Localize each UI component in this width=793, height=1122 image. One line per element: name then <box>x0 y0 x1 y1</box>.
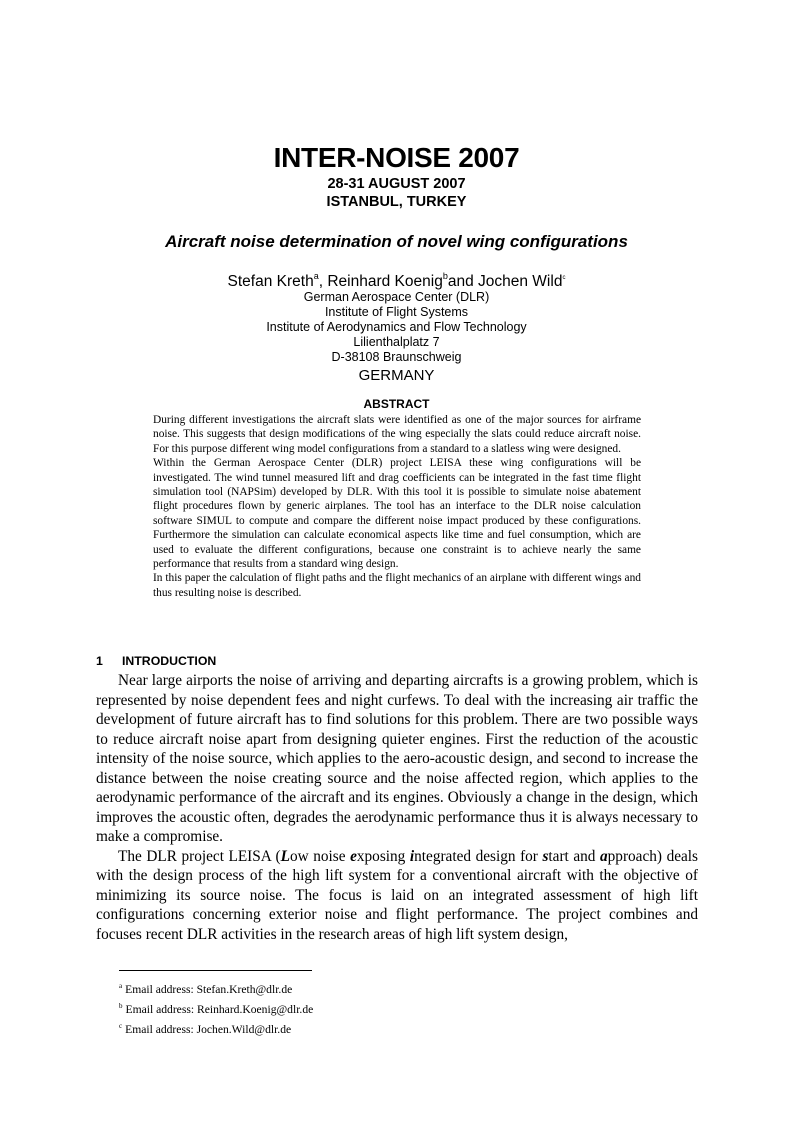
author-name: Stefan Kreth <box>227 273 314 290</box>
footnote-rule <box>119 970 312 971</box>
abstract-heading: ABSTRACT <box>363 397 430 411</box>
abstract-paragraph: Within the German Aerospace Center (DLR) project LEISA these wing configurations will be investigated. The wind tunnel measured lift and drag coefficients can be integrated in the fast time flight simulation tool (NAPSim) developed by DLR. With this tool it is possible to simulate noise abatement flight procedures flown by generic airplanes. The tool has an interface to the DLR noise calculation software SIMUL to compute and compare the different noise impact produced by these configurations. Furthermore the simulation can calculate economical aspects like time and fuel consumption, which are used to evaluate the different configurations, because one constraint is to achieve nearly the same performance that results from a standard wing design. <box>153 457 641 571</box>
author-mark: b <box>442 271 448 281</box>
abstract-body <box>153 413 641 600</box>
paper-title: Aircraft noise determination of novel wing configurations <box>165 232 628 251</box>
acronym-letter: i <box>409 847 415 865</box>
acronym-rest: ow noise <box>289 847 351 865</box>
acronym-rest: pproach <box>607 847 657 865</box>
footnotes <box>119 978 313 1038</box>
footnote-mark: b <box>119 1002 123 1010</box>
affiliation-line: Institute of Flight Systems <box>324 305 469 319</box>
section-heading <box>96 654 216 668</box>
footnote-mark: c <box>119 1022 123 1030</box>
acronym-letter: L <box>280 847 290 865</box>
affiliation-line: Lilienthalplatz 7 <box>353 335 440 349</box>
body-paragraph <box>96 847 698 945</box>
abstract-paragraph: During different investigations the aircraft slats were identified as one of the major sources for airframe noise. This suggests that design modifications of the wing especially the slats could reduce aircraft noise. For this purpose different wing model configurations from a standard to a slatless wing were designed. <box>153 414 641 455</box>
abstract-paragraph: In this paper the calculation of flight paths and the flight mechanics of an airplane with different wings and thus resulting noise is described. <box>153 572 641 599</box>
affiliation-country: GERMANY <box>358 367 435 384</box>
affiliation-line: D-38108 Braunschweig <box>331 350 462 364</box>
acronym-letter: s <box>542 847 549 865</box>
author-mark: c <box>562 275 566 281</box>
author-separator: and <box>447 273 479 290</box>
paragraph-lead: The DLR project LEISA ( <box>118 847 281 865</box>
paragraph-tail: ) deals with the design process of the high lift system for a conventional aircraft with the objective of minimizing its source noise. The focus is laid on an integrated assessment of high lift configurations concerning exterior noise and flight performance. The project combines and focuses recent DLR activities in the research areas of high lift system design, <box>96 847 698 943</box>
footnote <box>119 1018 313 1038</box>
acronym-letter: e <box>350 847 357 865</box>
footnote <box>119 978 313 998</box>
footnote-text: Email address: Stefan.Kreth@dlr.de <box>125 983 293 996</box>
author-name: Jochen Wild <box>478 273 563 290</box>
author-name: Reinhard Koenig <box>327 273 443 290</box>
footnote-text: Email address: Jochen.Wild@dlr.de <box>125 1023 292 1036</box>
body-paragraph: Near large airports the noise of arriving and departing aircrafts is a growing problem, which is represented by noise dependent fees and night curfews. To deal with the increasing air traffic the development of future aircraft has to find solutions for this problem. There are two possible ways to reduce aircraft noise apart from designing quieter engines. First the reduction of the acoustic intensity of the noise source, which applies to the aero-acoustic design, and second to increase the distance between the noise creating source and the noise affected region, which applies to the aerodynamic performance of the aircraft and its engines. Obviously a change in the design, which improves the acoustic often, degrades the aerodynamic performance thus it is always necessary to make a compromise. <box>96 672 698 845</box>
acronym-rest: ntegrated design for <box>414 847 543 865</box>
footnote <box>119 998 313 1018</box>
conference-location: ISTANBUL, TURKEY <box>326 194 467 210</box>
section-title: INTRODUCTION <box>122 654 217 668</box>
footnote-text: Email address: Reinhard.Koenig@dlr.de <box>125 1003 314 1016</box>
acronym-letter: a <box>599 847 608 865</box>
footnote-mark: a <box>119 982 123 990</box>
affiliation-line: German Aerospace Center (DLR) <box>303 290 490 304</box>
author-separator: , <box>318 273 328 290</box>
acronym-rest: xposing <box>356 847 410 865</box>
conference-dates: 28-31 AUGUST 2007 <box>327 176 466 192</box>
affiliation-line: Institute of Aerodynamics and Flow Technology <box>266 320 527 334</box>
author-mark: a <box>313 271 319 281</box>
acronym-rest: tart and <box>548 847 600 865</box>
conference-title: INTER-NOISE 2007 <box>273 142 520 173</box>
author-list <box>0 271 793 291</box>
introduction-body <box>96 671 698 944</box>
section-number: 1 <box>96 654 103 668</box>
